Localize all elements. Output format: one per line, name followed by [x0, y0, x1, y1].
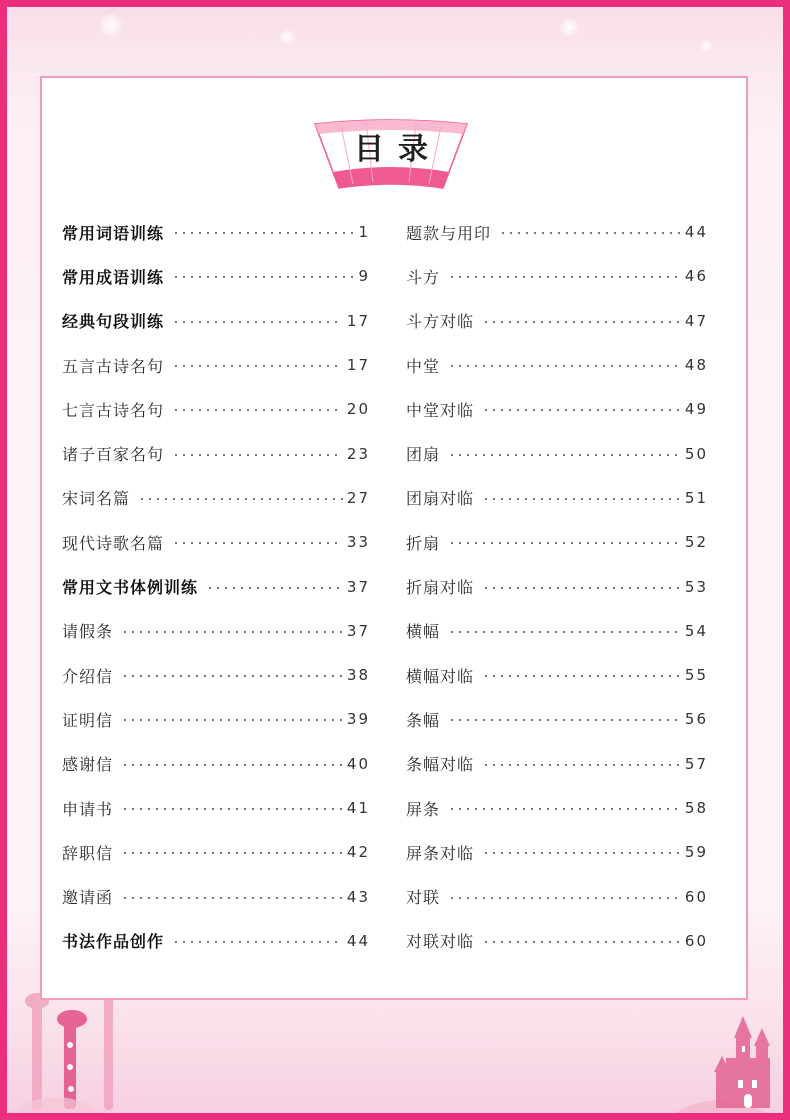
toc-entry-title: 斗方对临 — [406, 312, 475, 332]
toc-entry[interactable] — [62, 476, 370, 520]
toc-page-number: 56 — [684, 710, 708, 729]
dot-leader — [482, 941, 681, 943]
toc-page-number: 58 — [684, 799, 708, 817]
dot-leader — [448, 542, 681, 544]
toc-section-entry[interactable] — [62, 299, 370, 343]
dot-leader — [172, 941, 343, 943]
toc-entry-title: 介绍信 — [62, 666, 114, 686]
toc-entry-title: 常用成语训练 — [62, 267, 165, 287]
toc-entry-title: 书法作品创作 — [62, 932, 165, 952]
dot-leader — [448, 365, 681, 367]
toc-entry[interactable] — [62, 786, 370, 830]
toc-page-number: 37 — [346, 621, 370, 640]
dot-leader — [206, 587, 343, 589]
toc-entry-title: 常用文书体例训练 — [62, 578, 199, 598]
toc-entry-title: 申请书 — [62, 799, 114, 819]
toc-page-number: 17 — [346, 311, 370, 330]
toc-entry[interactable] — [406, 919, 708, 963]
toc-page-number: 60 — [684, 931, 708, 950]
toc-page-number: 59 — [684, 843, 708, 862]
toc-entry-title: 中堂对临 — [406, 400, 475, 420]
dot-leader — [482, 498, 681, 500]
dot-leader — [448, 454, 681, 456]
dot-leader — [121, 852, 343, 854]
dot-leader — [482, 409, 681, 411]
dot-leader — [172, 232, 354, 234]
toc-entry-title: 屏条 — [406, 799, 441, 819]
dot-leader — [448, 631, 681, 633]
toc-entry[interactable] — [406, 431, 708, 475]
toc-page-number: 54 — [684, 621, 708, 640]
dot-leader — [448, 719, 681, 721]
toc-entry[interactable] — [406, 210, 708, 254]
toc-entry-title: 团扇对临 — [406, 489, 475, 509]
toc-page-number: 1 — [358, 223, 370, 242]
toc-section-entry[interactable] — [62, 210, 370, 254]
toc-entry[interactable] — [406, 387, 708, 431]
dot-leader — [172, 542, 343, 544]
dot-leader — [121, 719, 343, 721]
toc-page-number: 37 — [346, 577, 370, 596]
toc-page-number: 43 — [346, 887, 370, 906]
toc-entry-title: 常用词语训练 — [62, 223, 165, 243]
toc-page-number: 27 — [346, 488, 370, 507]
dot-leader — [172, 409, 343, 411]
toc-entry-title: 五言古诗名句 — [62, 356, 165, 376]
toc-page-number: 47 — [684, 311, 708, 330]
toc-entry-title: 邀请函 — [62, 888, 114, 908]
toc-entry[interactable] — [406, 564, 708, 608]
toc-entry-title: 条幅 — [406, 710, 441, 730]
toc-page-number: 33 — [346, 533, 370, 552]
toc-entry[interactable] — [406, 874, 708, 918]
toc-entry[interactable] — [406, 520, 708, 564]
toc-entry[interactable] — [406, 653, 708, 697]
toc-entry-title: 条幅对临 — [406, 755, 475, 775]
toc-page-number: 41 — [346, 799, 370, 817]
toc-right-column — [406, 210, 708, 963]
toc-page-number: 17 — [346, 356, 370, 375]
toc-entry[interactable] — [406, 786, 708, 830]
toc-entry-title: 折扇对临 — [406, 578, 475, 598]
toc-entry-title: 横幅对临 — [406, 666, 475, 686]
toc-entry[interactable] — [62, 742, 370, 786]
dot-leader — [121, 764, 343, 766]
toc-entry-title: 七言古诗名句 — [62, 400, 165, 420]
toc-page-number: 44 — [346, 931, 370, 950]
dot-leader — [482, 675, 681, 677]
toc-entry-title: 折扇 — [406, 533, 441, 553]
page-title: 目录 — [354, 132, 442, 167]
toc-page-number: 57 — [684, 754, 708, 773]
toc-entry[interactable] — [62, 520, 370, 564]
toc-entry[interactable] — [62, 387, 370, 431]
toc-entry-title: 屏条对临 — [406, 843, 475, 863]
dot-leader — [172, 321, 343, 323]
toc-entry[interactable] — [406, 343, 708, 387]
dot-leader — [482, 587, 681, 589]
toc-page-number: 38 — [346, 666, 370, 685]
toc-entry[interactable] — [62, 830, 370, 874]
dot-leader — [482, 852, 681, 854]
toc-page-number: 60 — [684, 887, 708, 906]
dot-leader — [482, 321, 681, 323]
toc-page-number: 52 — [684, 533, 708, 552]
toc-entry[interactable] — [406, 476, 708, 520]
dot-leader — [121, 675, 343, 677]
toc-page-number: 23 — [346, 444, 370, 463]
toc-page-number: 53 — [684, 577, 708, 596]
toc-entry[interactable] — [406, 830, 708, 874]
toc-entry[interactable] — [62, 653, 370, 697]
dot-leader — [138, 498, 343, 500]
toc-entry-title: 辞职信 — [62, 843, 114, 863]
toc-entry-title: 对联对临 — [406, 932, 475, 952]
toc-page-number: 44 — [684, 223, 708, 242]
toc-section-entry[interactable] — [62, 564, 370, 608]
dot-leader — [448, 808, 681, 810]
toc-entry-title: 宋词名篇 — [62, 489, 131, 509]
toc-page-number: 51 — [684, 488, 708, 507]
toc-entry[interactable] — [62, 874, 370, 918]
toc-page-number: 50 — [684, 444, 708, 463]
dot-leader — [121, 897, 343, 899]
dot-leader — [482, 764, 681, 766]
toc-entry-title: 诸子百家名句 — [62, 445, 165, 465]
toc-page-number: 40 — [346, 754, 370, 773]
toc-entry-title: 题款与用印 — [406, 223, 492, 243]
toc-page-number: 39 — [346, 710, 370, 729]
toc-entry[interactable] — [62, 343, 370, 387]
toc-entry-title: 感谢信 — [62, 755, 114, 775]
toc-page-number: 48 — [684, 356, 708, 375]
toc-entry[interactable] — [62, 609, 370, 653]
toc-page-number: 46 — [684, 267, 708, 286]
dot-leader — [172, 454, 343, 456]
toc-entry-title: 证明信 — [62, 710, 114, 730]
toc-entry[interactable] — [406, 254, 708, 298]
toc-page-number: 42 — [346, 843, 370, 862]
toc-entry[interactable] — [406, 609, 708, 653]
toc-entry-title: 对联 — [406, 888, 441, 908]
toc-entry[interactable] — [62, 431, 370, 475]
toc-entry-title: 斗方 — [406, 267, 441, 287]
toc-section-entry[interactable] — [62, 254, 370, 298]
toc-entry-title: 团扇 — [406, 445, 441, 465]
toc-page-number: 9 — [358, 267, 370, 286]
toc-entry-title: 经典句段训练 — [62, 312, 165, 332]
toc-entry[interactable] — [62, 697, 370, 741]
toc-entry[interactable] — [406, 697, 708, 741]
toc-left-column — [62, 210, 370, 963]
dot-leader — [172, 276, 354, 278]
toc-entry-title: 横幅 — [406, 622, 441, 642]
toc-entry-title: 中堂 — [406, 356, 441, 376]
dot-leader — [499, 232, 681, 234]
dot-leader — [121, 808, 343, 810]
dot-leader — [448, 897, 681, 899]
dot-leader — [121, 631, 343, 633]
dot-leader — [172, 365, 343, 367]
toc-page-number: 49 — [684, 400, 708, 419]
toc-entry-title: 请假条 — [62, 622, 114, 642]
dot-leader — [448, 276, 681, 278]
toc-section-entry[interactable] — [62, 919, 370, 963]
toc-entry-title: 现代诗歌名篇 — [62, 533, 165, 553]
toc-entry[interactable] — [406, 299, 708, 343]
toc-page-number: 55 — [684, 666, 708, 685]
toc-entry[interactable] — [406, 742, 708, 786]
toc-page-number: 20 — [346, 400, 370, 419]
